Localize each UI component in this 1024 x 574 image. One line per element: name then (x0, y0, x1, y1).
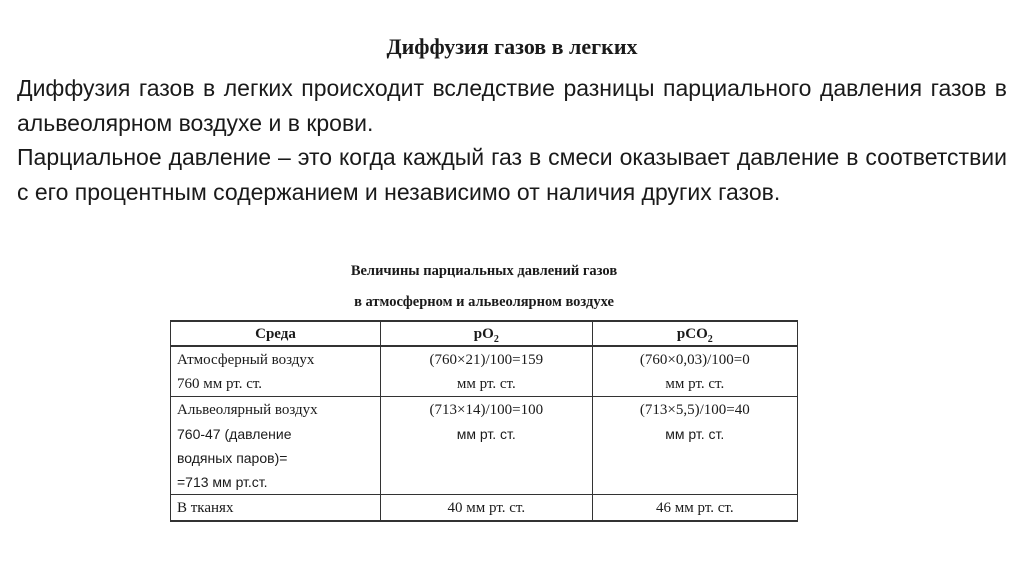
header-pco2 (592, 321, 797, 346)
cell-pco2 (592, 346, 797, 397)
header-pco2-text: pCO (676, 326, 708, 342)
cell-line: (713×5,5)/100=40 (639, 402, 750, 418)
cell-line: 40 мм рт. ст. (447, 500, 526, 516)
cell-line: мм рт. ст. (456, 426, 516, 442)
table-row-atmospheric (171, 346, 798, 397)
cell-line: В тканях (177, 500, 234, 516)
cell-line: мм рт. ст. (665, 376, 725, 392)
paragraph-diffusion: Диффузия газов в легких происходит вследствие разницы парциального давления газов в альвеолярном воздухе и в крови. (17, 75, 1007, 136)
cell-env (171, 346, 381, 397)
header-po2-text: pO (473, 326, 494, 342)
cell-line: 760-47 (давление (177, 426, 292, 442)
cell-line: мм рт. ст. (456, 376, 516, 392)
cell-po2 (381, 397, 593, 495)
cell-line: (760×0,03)/100=0 (639, 352, 750, 368)
cell-line: 760 мм рт. ст. (177, 376, 263, 392)
cell-line: водяных паров)= (177, 450, 288, 466)
cell-env (171, 397, 381, 495)
table-caption-line2: в атмосферном и альвеолярном воздухе (354, 294, 614, 310)
header-po2 (381, 321, 593, 346)
partial-pressure-table (170, 320, 798, 522)
table-row-alveolar (171, 397, 798, 495)
table-header-row (171, 321, 798, 346)
cell-env (171, 495, 381, 522)
cell-line: (713×14)/100=100 (429, 402, 544, 418)
header-pco2-subscript: 2 (707, 334, 713, 345)
cell-po2 (381, 495, 593, 522)
cell-pco2 (592, 397, 797, 495)
cell-line: (760×21)/100=159 (429, 352, 544, 368)
header-po2-subscript: 2 (493, 334, 499, 345)
paragraph-partial-pressure: Парциальное давление – это когда каждый газ в смеси оказывает давление в соответствии с его процентным содержанием и независимо от наличия других газов. (17, 144, 1007, 205)
cell-pco2 (592, 495, 797, 522)
slide-title: Диффузия газов в легких (386, 34, 638, 59)
cell-line: Атмосферный воздух (177, 352, 315, 368)
cell-po2 (381, 346, 593, 397)
cell-line: Альвеолярный воздух (177, 402, 318, 418)
table-caption-line1: Величины парциальных давлений газов (350, 263, 618, 279)
cell-line: 46 мм рт. ст. (656, 500, 734, 516)
header-env: Среда (171, 321, 381, 346)
cell-line: =713 мм рт.ст. (177, 474, 268, 490)
table-row-tissues (171, 495, 798, 522)
body-text (17, 71, 1007, 209)
cell-line: мм рт. ст. (665, 426, 725, 442)
